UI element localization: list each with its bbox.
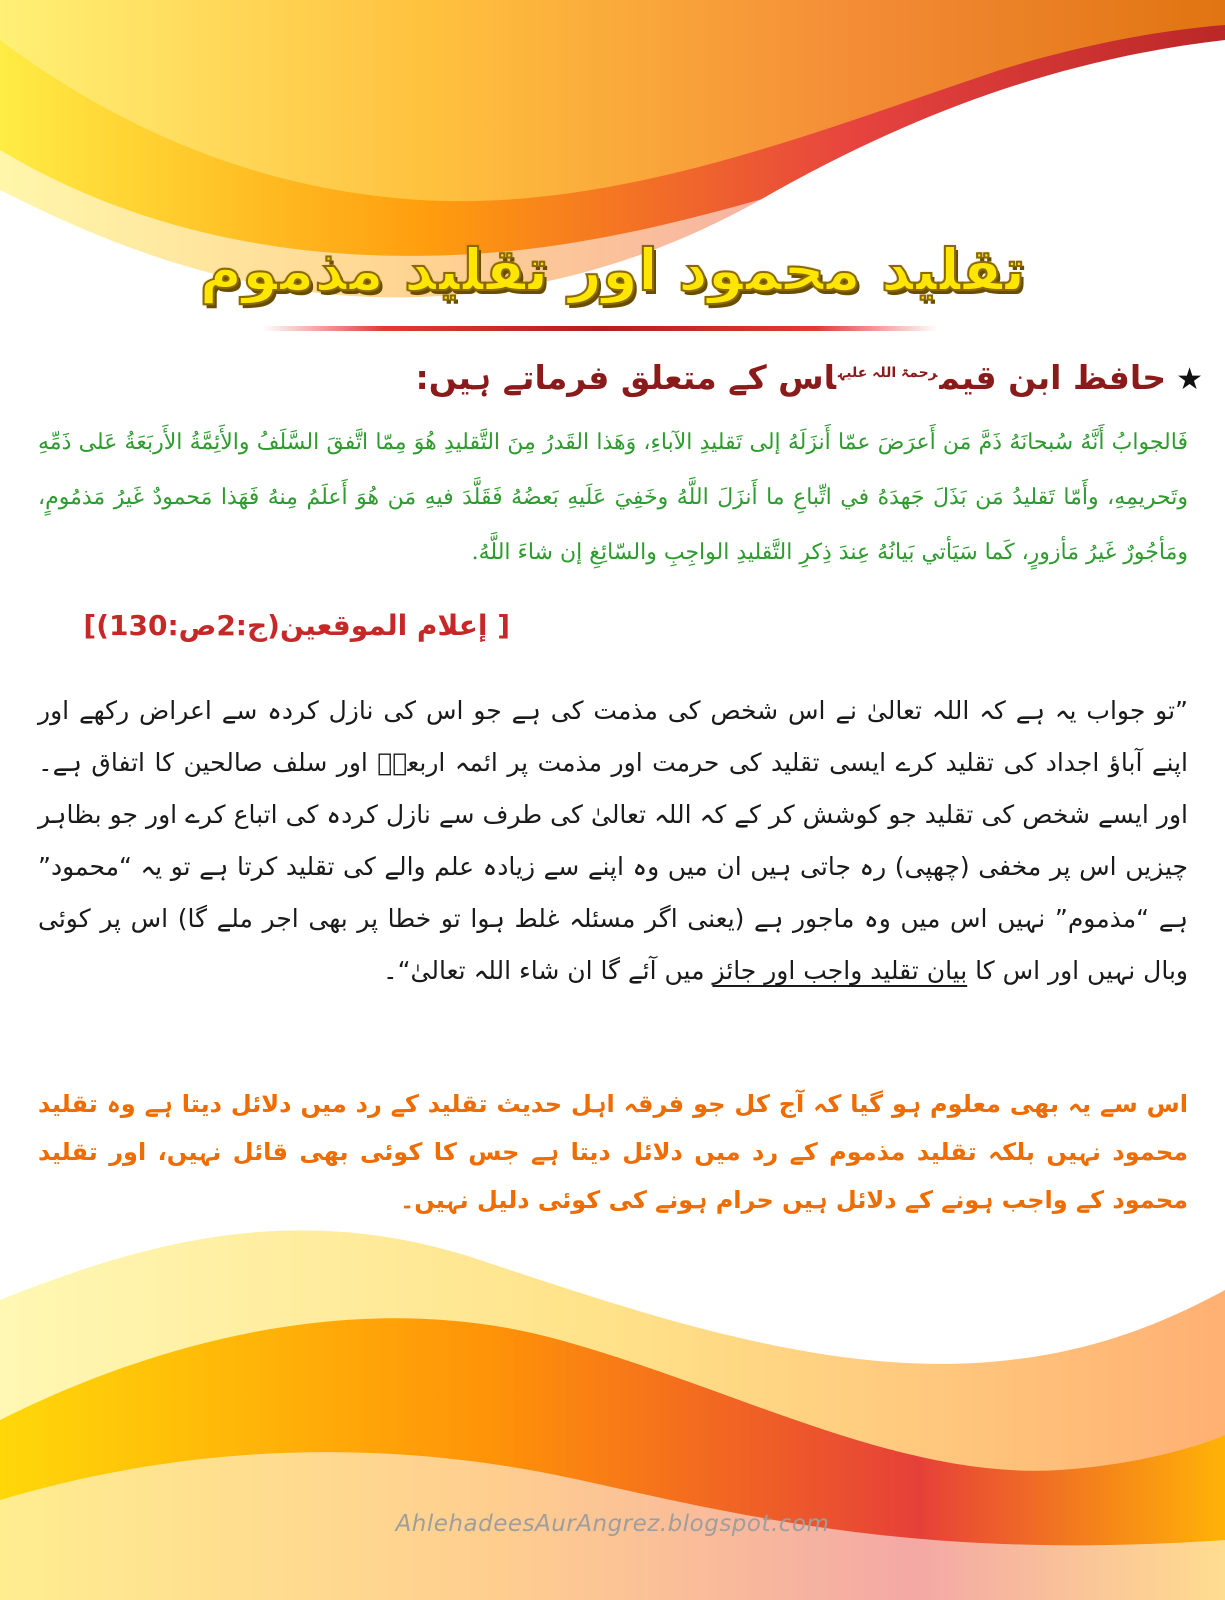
blog-watermark: AhlehadeesAurAngrez.blogspot.com	[395, 1511, 830, 1537]
section-heading	[415, 345, 1203, 401]
heading-author: حافظ ابن قیم	[939, 358, 1167, 397]
urdu-underlined-phrase: بیان تقلید واجب اور جائز	[712, 956, 968, 985]
conclusion-paragraph: اس سے یہ بھی معلوم ہو گیا کہ آج کل جو فرقہ اہل حدیث تقلید کے رد میں دلائل دیتا ہے وہ تقلید محمود نہیں بلکہ تقلید مذموم کے رد میں دلائل دیتا ہے جس کا کوئی بھی قائل نہیں، اور تقلید محمود کے واجب ہونے کے دلائل ہیں حرام ہونے کی کوئی دلیل نہیں۔	[38, 1090, 1189, 1214]
urdu-translation-end: میں آئے گا ان شاء اللہ تعالیٰ“۔	[382, 956, 705, 985]
urdu-translation-text: ”تو جواب یہ ہے کہ اللہ تعالیٰ نے اس شخص کی مذمت کی ہے جو اس کی نازل کردہ سے اعراض رکھے اور اپنے آباؤ اجداد کی تقلید کرے ایسی تقلید کی حرمت اور مذمت پر ائمہ اربعہؒ اور سلف صالحین کا اتفاق ہے۔ اور ایسے شخص کی تقلید جو کوشش کر کے کہ اللہ تعالیٰ کی طرف سے نازل کردہ کی اتباع کرے اور جو بظاہر چیزیں اس پر مخفی (چھپی) رہ جاتی ہیں ان میں وہ اپنے سے زیادہ علم والے کی تقلید کرتا ہے تو یہ “محمود” ہے “مذموم” نہیں اس میں وہ ماجور ہے (یعنی اگر مسئلہ غلط ہوا تو خطا پر بھی اجر ملے گا) اس پر کوئی وبال نہیں اور اس کا	[38, 696, 1188, 985]
reference-book: إعلام الموقعين	[279, 609, 488, 642]
reference-open-bracket: [	[497, 609, 510, 642]
reference-citation: (ج:2ص:130)	[96, 609, 280, 642]
arabic-quote: فَالجوابُ أَنَّهُ سُبحانَهُ ذَمَّ مَن أَعرَضَ عمّا أَنزَلَهُ إلى تَقليدِ الآباءِ، وَهَذا القَدرُ مِنَ التَّقليدِ هُوَ مِمّا اتَّفقَ السَّلَفُ والأَئِمَّةُ الأَربَعَةُ عَلى ذَمِّهِ وتَحريمِهِ، وأَمّا تَقليدُ مَن بَذَلَ جَهدَهُ في اتِّباعِ ما أَنزَلَ اللَّهُ وخَفِيَ عَلَيهِ بَعضُهُ فَقَلَّدَ فيهِ مَن هُوَ أَعلَمُ مِنهُ فَهَذا مَحمودٌ غَيرُ مَذمُومٍ، ومَأجُورٌ غَيرُ مَأزورٍ، كَما سَيَأتي بَيانُهُ عِندَ ذِكرِ التَّقليدِ الواجِبِ والسّائِغِ إن شاءَ اللَّهُ.	[38, 430, 1188, 565]
urdu-translation	[38, 685, 1188, 997]
heading-rest: اس کے متعلق فرماتے ہیں:	[415, 358, 837, 397]
title-divider	[262, 326, 938, 331]
honorific-ligature: رحمۃ اللہ علیہ	[838, 365, 938, 381]
source-reference	[40, 602, 510, 650]
reference-close-bracket: ]	[83, 609, 97, 642]
star-icon: ★	[1176, 362, 1203, 397]
page-title: تقلید محمود اور تقلید مذموم	[199, 236, 1026, 304]
